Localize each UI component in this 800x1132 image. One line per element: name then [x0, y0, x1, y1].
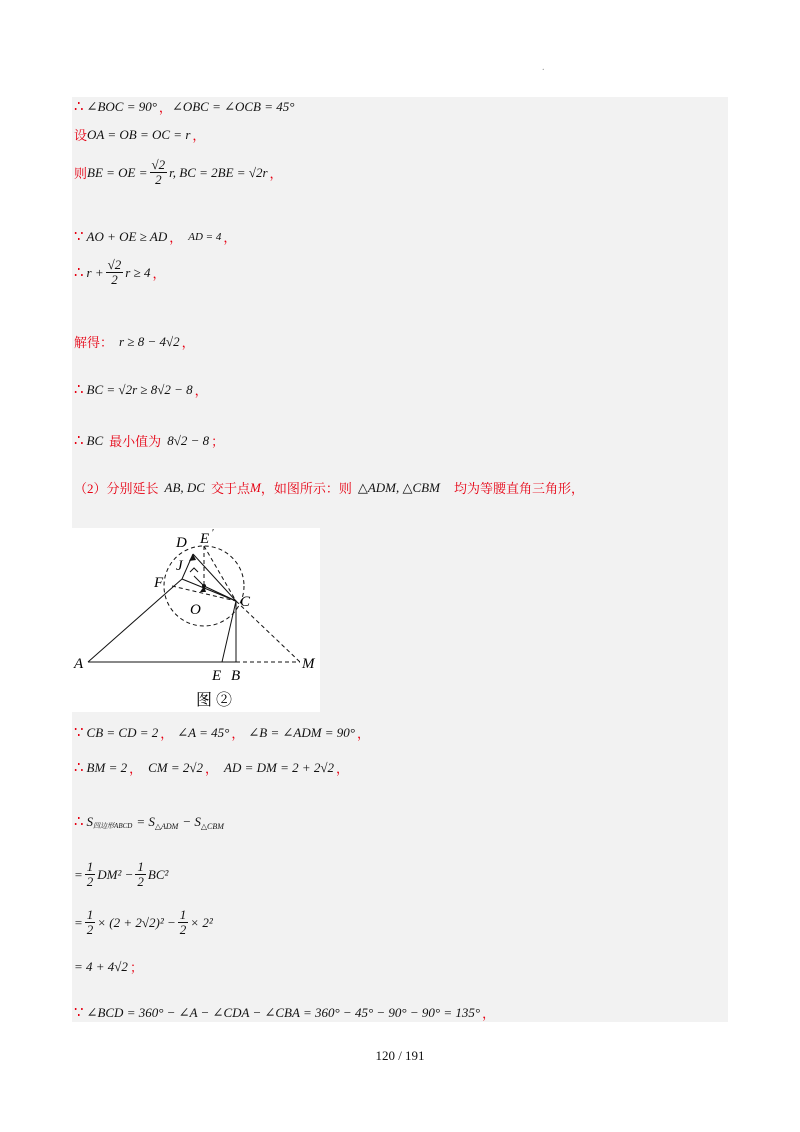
- math-expr: BC: [86, 432, 104, 448]
- line-lengths: [74, 758, 349, 777]
- label-e: E: [212, 668, 222, 684]
- segment-oc: [204, 586, 236, 601]
- math-expr: =: [74, 866, 83, 882]
- fraction: [85, 860, 96, 889]
- suffix-punct: ，: [192, 128, 206, 143]
- fraction: [85, 908, 96, 937]
- prefix-text: 则: [74, 166, 88, 181]
- denominator: 2: [155, 172, 162, 187]
- separator: ，: [231, 726, 245, 741]
- text: 交于点: [210, 481, 250, 496]
- numerator: √2: [107, 257, 122, 272]
- therefore-symbol: ∴: [74, 814, 84, 830]
- math-expr: BM = 2: [86, 759, 128, 775]
- therefore-symbol: ∴: [74, 99, 84, 115]
- denominator: 2: [86, 922, 94, 937]
- numerator: 1: [179, 907, 187, 922]
- line-inequality: [74, 227, 236, 246]
- math-expr: − S: [182, 813, 201, 829]
- suffix-punct: ，: [482, 1006, 496, 1021]
- label-c: C: [240, 594, 251, 610]
- label-d: D: [176, 535, 187, 551]
- label-b: B: [231, 668, 241, 684]
- line-be-oe: [74, 158, 283, 187]
- math-expr: × (2 + 2√2)² −: [97, 914, 176, 930]
- therefore-symbol: ∴: [74, 433, 84, 449]
- suffix-punct: ，: [152, 266, 166, 281]
- math-expr: ∠A = 45°: [177, 724, 230, 740]
- math-expr: r, BC = 2BE = √2r: [169, 164, 268, 180]
- figure-caption: 图 ②: [196, 692, 233, 709]
- math-expr: CB = CD = 2: [86, 724, 159, 740]
- label-j: J: [176, 558, 183, 574]
- math-expr: BE = OE =: [87, 164, 148, 180]
- fraction: [106, 258, 124, 287]
- math-expr: AO + OE ≥ AD: [86, 228, 168, 244]
- math-expr: CM = 2√2: [148, 759, 204, 775]
- math-expr: × 2²: [190, 914, 213, 930]
- text: （2）分别延长: [74, 481, 159, 496]
- line-angle-bcd: [74, 1003, 495, 1022]
- denominator: 2: [137, 874, 144, 889]
- separator: ，: [158, 100, 172, 115]
- line-area-step2: [74, 908, 213, 937]
- label-f: F: [154, 575, 164, 591]
- line-bc-min: [74, 431, 224, 450]
- math-expr: M: [249, 479, 261, 495]
- label-o: O: [190, 602, 201, 618]
- numerator: √2: [151, 157, 166, 172]
- suffix-punct: ，: [357, 726, 371, 741]
- fraction: [150, 158, 168, 187]
- page-number: 120 / 191: [375, 1048, 425, 1063]
- separator: ，: [169, 230, 183, 245]
- suffix-punct: ，: [223, 230, 237, 245]
- subscript: 四边形ABCD: [93, 822, 133, 830]
- corner-mark: .: [542, 62, 545, 73]
- math-expr: =: [74, 914, 83, 930]
- math-expr: BC = √2r ≥ 8√2 − 8: [86, 381, 193, 397]
- therefore-symbol: ∴: [74, 760, 84, 776]
- therefore-symbol: ∴: [74, 382, 84, 398]
- math-expr: ∠B = ∠ADM = 90°: [248, 724, 356, 740]
- line-area-step1: [74, 860, 168, 889]
- line-set-radius: [74, 125, 205, 144]
- because-symbol: ∵: [74, 229, 84, 245]
- denominator: 2: [86, 874, 94, 889]
- suffix-punct: ，: [181, 335, 195, 350]
- right-angle-mark: [190, 568, 198, 572]
- geometry-figure: [72, 528, 320, 712]
- math-expr: AD = DM = 2 + 2√2: [224, 759, 335, 775]
- label-a: A: [74, 656, 84, 672]
- arrow-d: [189, 554, 196, 561]
- suffix-punct: ，: [194, 383, 208, 398]
- math-expr: r ≥ 4: [125, 264, 151, 280]
- suffix-punct: ；: [211, 434, 225, 449]
- therefore-symbol: ∴: [74, 265, 84, 281]
- denominator: 2: [179, 922, 187, 937]
- math-expr: S: [86, 813, 94, 829]
- math-expr: ∠OBC = ∠OCB = 45°: [171, 98, 295, 114]
- text: 均为等腰直角三角形，: [453, 481, 584, 496]
- line-area-def: [74, 812, 224, 831]
- label-prime: ′: [212, 528, 215, 539]
- line-solve: [74, 332, 195, 351]
- denominator: 2: [111, 272, 118, 287]
- figure-svg: [72, 528, 320, 712]
- suffix-punct: ，: [269, 166, 283, 181]
- prefix-text: 解得：: [74, 335, 114, 350]
- suffix-punct: ，: [336, 761, 350, 776]
- math-expr: = S: [136, 813, 155, 829]
- segment-ec: [222, 601, 236, 662]
- separator: ，: [160, 726, 174, 741]
- math-expr: 8√2 − 8: [167, 432, 210, 448]
- math-expr: AD = 4: [188, 230, 222, 243]
- segment-af: [88, 579, 182, 662]
- prefix-text: 设: [74, 128, 88, 143]
- label-m: M: [302, 656, 315, 672]
- math-expr: OA = OB = OC = r: [87, 126, 191, 142]
- math-expr: ∠BOC = 90°: [86, 98, 157, 114]
- line-angle-boc: [74, 97, 294, 116]
- because-symbol: ∵: [74, 1005, 84, 1021]
- math-expr: ∠BCD = 360° − ∠A − ∠CDA − ∠CBA = 360° − 45° − 90° − 90° = 135°: [86, 1004, 481, 1020]
- math-expr: BC²: [147, 866, 169, 882]
- math-expr: △ADM, △CBM: [357, 479, 440, 495]
- math-expr: r ≥ 8 − 4√2: [119, 333, 180, 349]
- numerator: 1: [137, 859, 144, 874]
- math-expr: r +: [86, 264, 104, 280]
- line-area-result: [74, 957, 143, 976]
- suffix-punct: ；: [129, 960, 143, 975]
- segment-dc: [193, 554, 236, 601]
- segment-eprime-c: [204, 546, 236, 601]
- line-r-inequality: [74, 258, 166, 287]
- separator: ，: [129, 761, 143, 776]
- because-symbol: ∵: [74, 725, 84, 741]
- line-part-2: [74, 478, 584, 497]
- subscript: △ADM: [154, 822, 179, 831]
- numerator: 1: [86, 859, 94, 874]
- line-bc-bound: [74, 380, 208, 399]
- segment-cm: [236, 601, 300, 662]
- text: 最小值为: [109, 434, 162, 449]
- separator: ，: [205, 761, 219, 776]
- fraction: [135, 860, 146, 889]
- math-expr: = 4 + 4√2: [74, 958, 128, 974]
- text: ，如图所示：则: [260, 481, 352, 496]
- subscript: △CBM: [200, 822, 224, 831]
- numerator: 1: [86, 907, 94, 922]
- math-expr: AB, DC: [164, 479, 205, 495]
- line-given: [74, 723, 370, 742]
- math-expr: DM² −: [97, 866, 134, 882]
- label-e-prime: E: [200, 531, 210, 547]
- fraction: [178, 908, 189, 937]
